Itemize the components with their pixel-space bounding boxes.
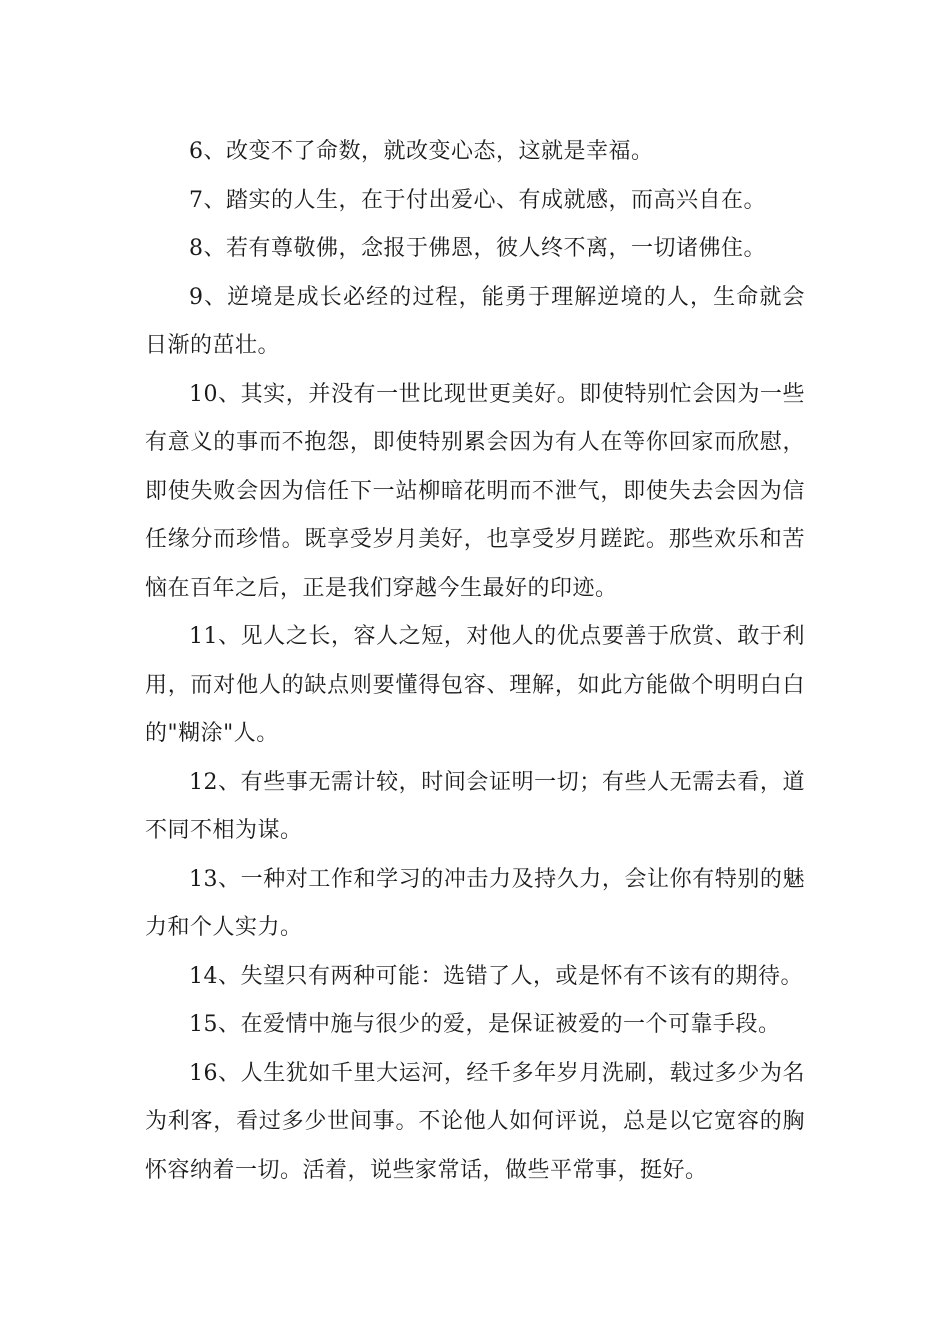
paragraph-16: 16、人生犹如千里大运河，经千多年岁月洗刷，载过多少为名为利客，看过多少世间事。不论他人如何评说，总是以它宽容的胸怀容纳着一切。活着，说些家常话，做些平常事，挺好。 xyxy=(145,1060,805,1183)
paragraph-13: 13、一种对工作和学习的冲击力及持久力，会让你有特别的魅力和个人实力。 xyxy=(145,866,805,940)
paragraph-10: 10、其实，并没有一世比现世更美好。即使特别忙会因为一些有意义的事而不抱怨，即使特别累会因为有人在等你回家而欣慰，即使失败会因为信任下一站柳暗花明而不泄气，即使失去会因为信任缘分而珍惜。既享受岁月美好，也享受岁月蹉跎。那些欢乐和苦恼在百年之后，正是我们穿越今生最好的印迹。 xyxy=(145,381,805,601)
paragraph-6: 6、改变不了命数，就改变心态，这就是幸福。 xyxy=(189,139,654,164)
paragraph-14: 14、失望只有两种可能：选错了人，或是怀有不该有的期待。 xyxy=(189,963,803,989)
paragraph-7: 7、踏实的人生，在于付出爱心、有成就感，而高兴自在。 xyxy=(189,187,766,213)
paragraph-12: 12、有些事无需计较，时间会证明一切；有些人无需去看，道不同不相为谋。 xyxy=(145,769,805,843)
paragraph-11: 11、见人之长，容人之短，对他人的优点要善于欣赏、敢于利用，而对他人的缺点则要懂得包容、理解，如此方能做个明明白白的"糊涂"人。 xyxy=(145,624,805,746)
paragraph-15: 15、在爱情中施与很少的爱，是保证被爱的一个可靠手段。 xyxy=(189,1012,781,1037)
paragraph-8: 8、若有尊敬佛，念报于佛恩，彼人终不离，一切诸佛住。 xyxy=(189,236,766,261)
document-body xyxy=(145,128,805,1195)
paragraph-9: 9、逆境是成长必经的过程，能勇于理解逆境的人，生命就会日渐的茁壮。 xyxy=(145,284,805,358)
